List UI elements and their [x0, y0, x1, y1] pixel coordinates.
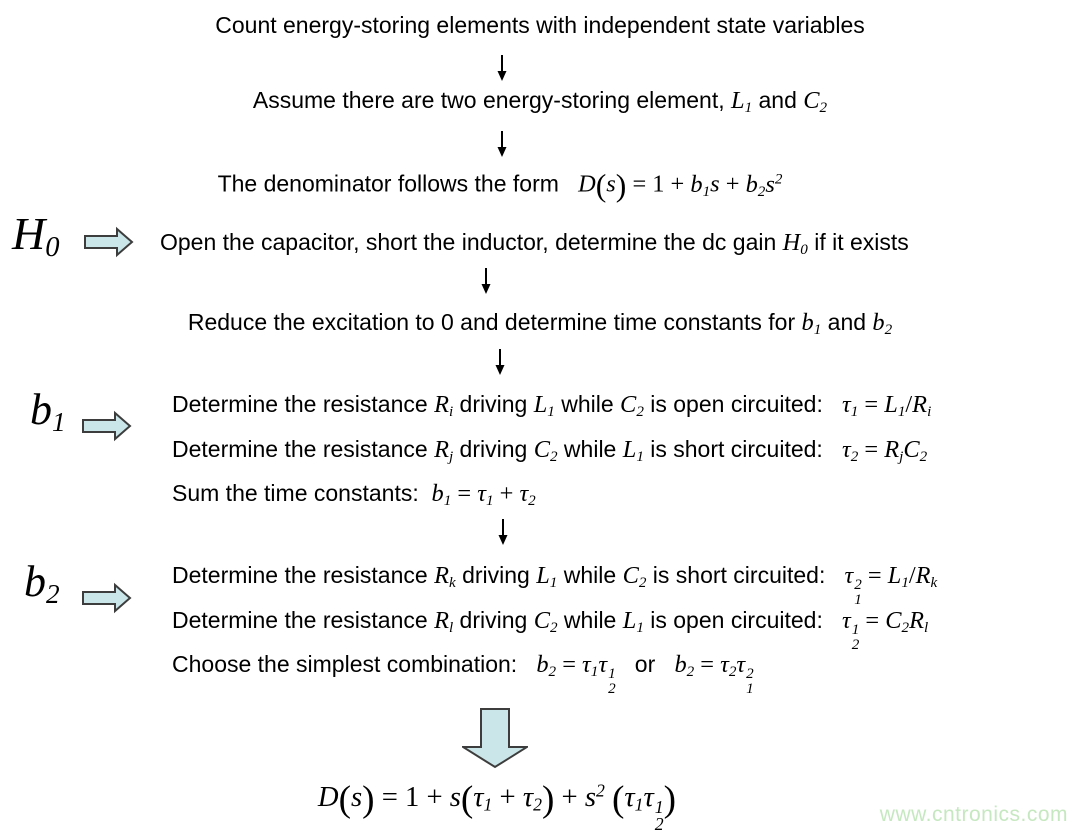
watermark: www.cntronics.com	[879, 803, 1068, 826]
label-b2: $b_2$	[24, 557, 60, 609]
flow-step-assume: Assume there are two energy-storing element, $L_1$ and $C_2$	[252, 87, 828, 116]
flow-b2-choose: Choose the simplest combination: $b_2 = \tau_1\tau$ 1 2 or $b_2 = \tau_2\tau$ 2 1	[172, 651, 754, 697]
down-arrow-icon	[493, 349, 507, 375]
flow-step-count: Count energy-storing elements with independent state variables	[215, 12, 865, 38]
right-block-arrow-icon	[82, 582, 132, 614]
down-arrow-icon	[479, 268, 493, 294]
flow-b2-resistance-rl: Determine the resistance $R_l$ driving $C_2$ while $L_1$ is open circuited: τ 1 2 = $C_2R_l$	[172, 607, 929, 653]
final-formula: $D(s) = 1 + s(\tau_1 + \tau_2) + s^2$ ($\tau_1\tau$ 1 2 )	[317, 779, 677, 835]
flow-step-reduce: Reduce the excitation to 0 and determine time constants for $b_1$ and $b_2$	[187, 309, 893, 338]
label-b1: $b_1$	[30, 385, 66, 437]
label-h0: $H_0$	[12, 208, 60, 264]
flow-b1-resistance-ri: Determine the resistance $R_i$ driving $L_1$ while $C_2$ is open circuited: $\tau_1 = L_1/R_i$	[172, 391, 932, 420]
flow-step-dc-gain: Open the capacitor, short the inductor, determine the dc gain $H_0$ if it exists	[160, 229, 909, 258]
down-arrow-icon	[496, 519, 510, 545]
down-arrow-icon	[495, 131, 509, 157]
down-block-arrow-icon	[462, 708, 528, 769]
flow-b2-resistance-rk: Determine the resistance $R_k$ driving $L_1$ while $C_2$ is short circuited: τ 2 1 = $L_1/R_k$	[172, 562, 938, 608]
right-block-arrow-icon	[84, 226, 134, 258]
down-arrow-icon	[495, 55, 509, 81]
flow-b1-resistance-rj: Determine the resistance $R_j$ driving $C_2$ while $L_1$ is short circuited: $\tau_2 = R_jC_2$	[172, 436, 928, 465]
right-block-arrow-icon	[82, 410, 132, 442]
flow-b1-sum: Sum the time constants: $b_1 = \tau_1 + \tau_2$	[172, 480, 536, 509]
flow-step-denominator: The denominator follows the form $D(s) = 1 + b_1s + b_2s^2$	[217, 168, 783, 203]
